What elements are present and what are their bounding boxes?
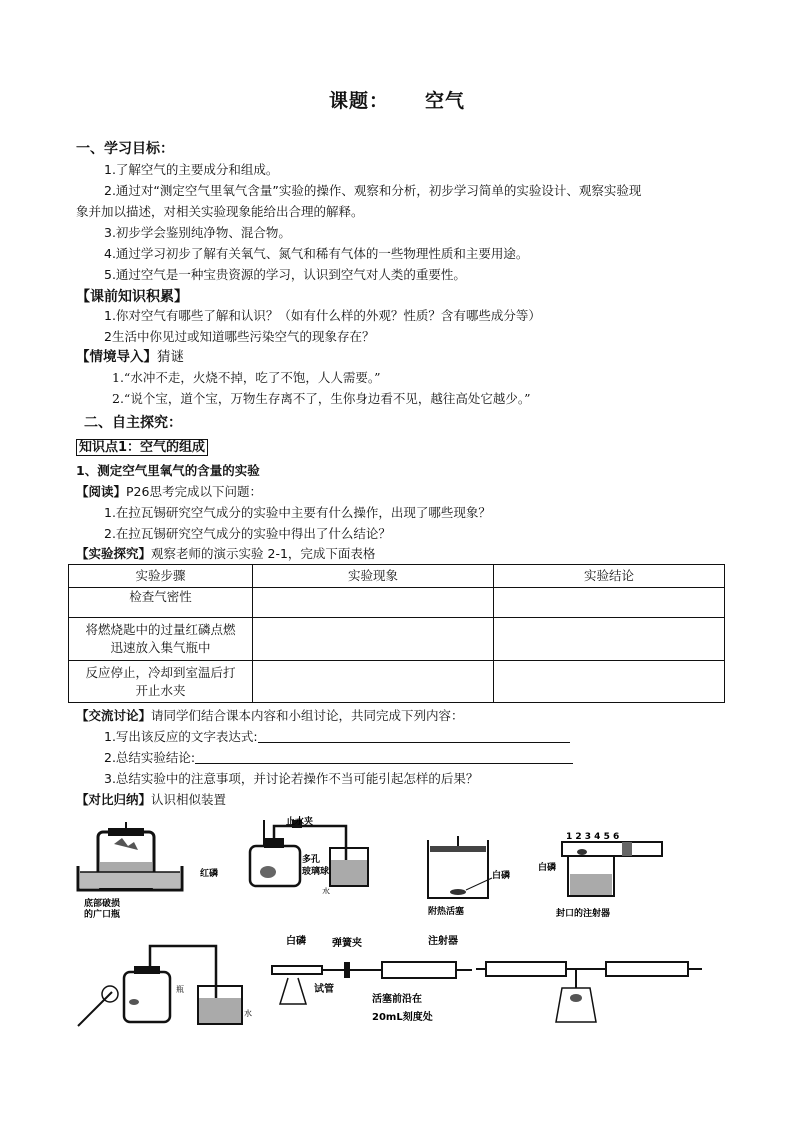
f5-bottle-mark: 瓶: [176, 985, 184, 994]
discussion-item-3: 3.总结实验中的注意事项，并讨论若操作不当可能引起怎样的后果？: [104, 771, 479, 786]
f6-note-1: 活塞前沿在: [372, 994, 422, 1005]
table-cell-phenomenon[interactable]: [253, 661, 494, 703]
goal-3: 3.初步学会鉴别纯净物、混合物。: [104, 225, 291, 240]
f6-tube-label: 试管: [314, 984, 334, 995]
discussion-line: [76, 706, 464, 726]
table-header-conclusion: 实验结论: [494, 565, 725, 588]
table-cell-step: [69, 661, 253, 703]
reading-label: 【阅读】: [76, 484, 127, 499]
exp1-heading: 1、测定空气里氧气的含量的实验: [76, 463, 260, 478]
discussion-item-1: [104, 727, 570, 747]
f1-caption-2: 的广口瓶: [84, 910, 121, 920]
title-topic: 空气: [425, 90, 466, 112]
goal-2: 2.通过对“测定空气里氧气含量”实验的操作、观察和分析，初步学习简单的实验设计、观察实验现: [104, 183, 642, 198]
title-label: 课题：: [328, 90, 389, 112]
answer-blank[interactable]: [258, 728, 570, 743]
table-row: [69, 618, 725, 661]
step-line-1: 反应停止，冷却到室温后打: [85, 664, 236, 680]
f3-caption: 附热活塞: [428, 907, 465, 917]
table-cell-conclusion[interactable]: [494, 588, 725, 618]
reading-q1: 1.在拉瓦锡研究空气成分的实验中主要有什么操作，出现了哪些现象？: [104, 505, 491, 520]
discussion-item-1-text: 1.写出该反应的文字表达式:: [104, 729, 258, 744]
reading-line: [76, 482, 262, 502]
table-row: [69, 661, 725, 703]
table-cell-phenomenon[interactable]: [253, 588, 494, 618]
explore-label: 【实验探究】: [76, 546, 152, 561]
table-cell-step: 检查气密性: [69, 588, 253, 618]
f1-caption-1: 底部破损: [84, 899, 121, 909]
compare-text: 认识相似装置: [151, 792, 227, 807]
knowledge-point-label: 知识点1：空气的组成: [76, 439, 208, 456]
figure-sealed-syringe: [538, 830, 666, 922]
f6-note-2: 20mL刻度处: [372, 1012, 433, 1023]
f6-whitep-label: 白磷: [286, 936, 306, 947]
f3-whitep-label: 白磷: [492, 871, 511, 881]
f6-syringe-label: 注射器: [428, 936, 458, 947]
page-title: [0, 86, 794, 113]
discussion-item-2: [104, 748, 573, 768]
f6-clip-label: 弹簧夹: [332, 938, 362, 949]
table-header-step: 实验步骤: [69, 565, 253, 588]
goal-2-cont: 象并加以描述，对相关实验现象能给出合理的解释。: [76, 204, 364, 219]
table-header-phenomenon: 实验现象: [253, 565, 494, 588]
experiment-table: [68, 564, 725, 703]
table-row: [69, 588, 725, 618]
figure-tube-syringe: [262, 930, 474, 1030]
reading-q2: 2.在拉瓦锡研究空气成分的实验中得出了什么结论？: [104, 526, 391, 541]
f2-stop-label: 止水夹: [286, 817, 314, 827]
goal-1: 1.了解空气的主要成分和组成。: [104, 162, 279, 177]
discussion-label: 【交流讨论】: [76, 708, 152, 723]
compare-label: 【对比归纳】: [76, 792, 152, 807]
table-cell-phenomenon[interactable]: [253, 618, 494, 661]
figure-twin-syringes: [476, 954, 704, 1034]
f2-water-label: 水: [322, 887, 330, 894]
step-line-2: 开止水夹: [135, 682, 186, 698]
f4-whitep-label: 白磷: [538, 863, 557, 873]
f4-scale-numbers: 1 2 3 4 5 6: [566, 832, 620, 842]
table-cell-conclusion[interactable]: [494, 661, 725, 703]
f5-water-label: 水: [244, 1009, 252, 1018]
explore-text: 观察老师的演示实验 2-1，完成下面表格: [151, 546, 376, 561]
reading-text: P26思考完成以下问题：: [126, 484, 262, 499]
answer-blank[interactable]: [195, 749, 573, 764]
section1-heading: 一、学习目标：: [76, 141, 174, 157]
f2-ball-label: 玻璃球: [302, 867, 330, 877]
figure-broken-bottle: [74, 822, 186, 922]
f4-caption: 封口的注射器: [556, 909, 611, 919]
table-cell-step: [69, 618, 253, 661]
compare-line: [76, 790, 226, 810]
step-line-1: 将燃烧匙中的过量红磷点燃: [85, 622, 236, 637]
section2-heading: 二、自主探究：: [84, 415, 182, 431]
goal-5: 5.通过空气是一种宝贵资源的学习，认识到空气对人类的重要性。: [104, 267, 466, 282]
step-line-2: 迅速放入集气瓶中: [110, 640, 211, 655]
f2-porous-label: 多孔: [302, 855, 321, 865]
preview-heading: 【课前知识积累】: [76, 289, 188, 305]
preview-q1: 1.你对空气有哪些了解和认识？（如有什么样的外观？性质？含有哪些成分等）: [104, 308, 541, 323]
riddle-label: 【情境导入】: [76, 349, 157, 365]
discussion-item-2-text: 2.总结实验结论:: [104, 750, 196, 765]
riddle-2: 2.“说个宝，道个宝，万物生存离不了，生你身边看不见，越往高处它越少。”: [112, 391, 531, 406]
figure-bottle-beaker: [76, 942, 256, 1032]
riddle-heading: [76, 347, 184, 367]
table-cell-conclusion[interactable]: [494, 618, 725, 661]
knowledge-point-1: [76, 436, 208, 455]
f2-redp-label: 红磷: [200, 869, 219, 879]
table-header-row: [69, 565, 725, 588]
riddle-tail: 猜谜: [157, 349, 184, 365]
goal-4: 4.通过学习初步了解有关氧气、氮气和稀有气体的一些物理性质和主要用途。: [104, 246, 529, 261]
explore-line: [76, 544, 375, 564]
riddle-1: 1.“水冲不走，火烧不掉，吃了不饱，人人需要。”: [112, 370, 381, 385]
discussion-text: 请同学们结合课本内容和小组讨论，共同完成下列内容：: [151, 708, 464, 723]
figure-hot-piston: [408, 834, 530, 920]
figure-flask-porous-ball: [198, 816, 388, 894]
preview-q2: 2生活中你见过或知道哪些污染空气的现象存在？: [104, 329, 375, 344]
